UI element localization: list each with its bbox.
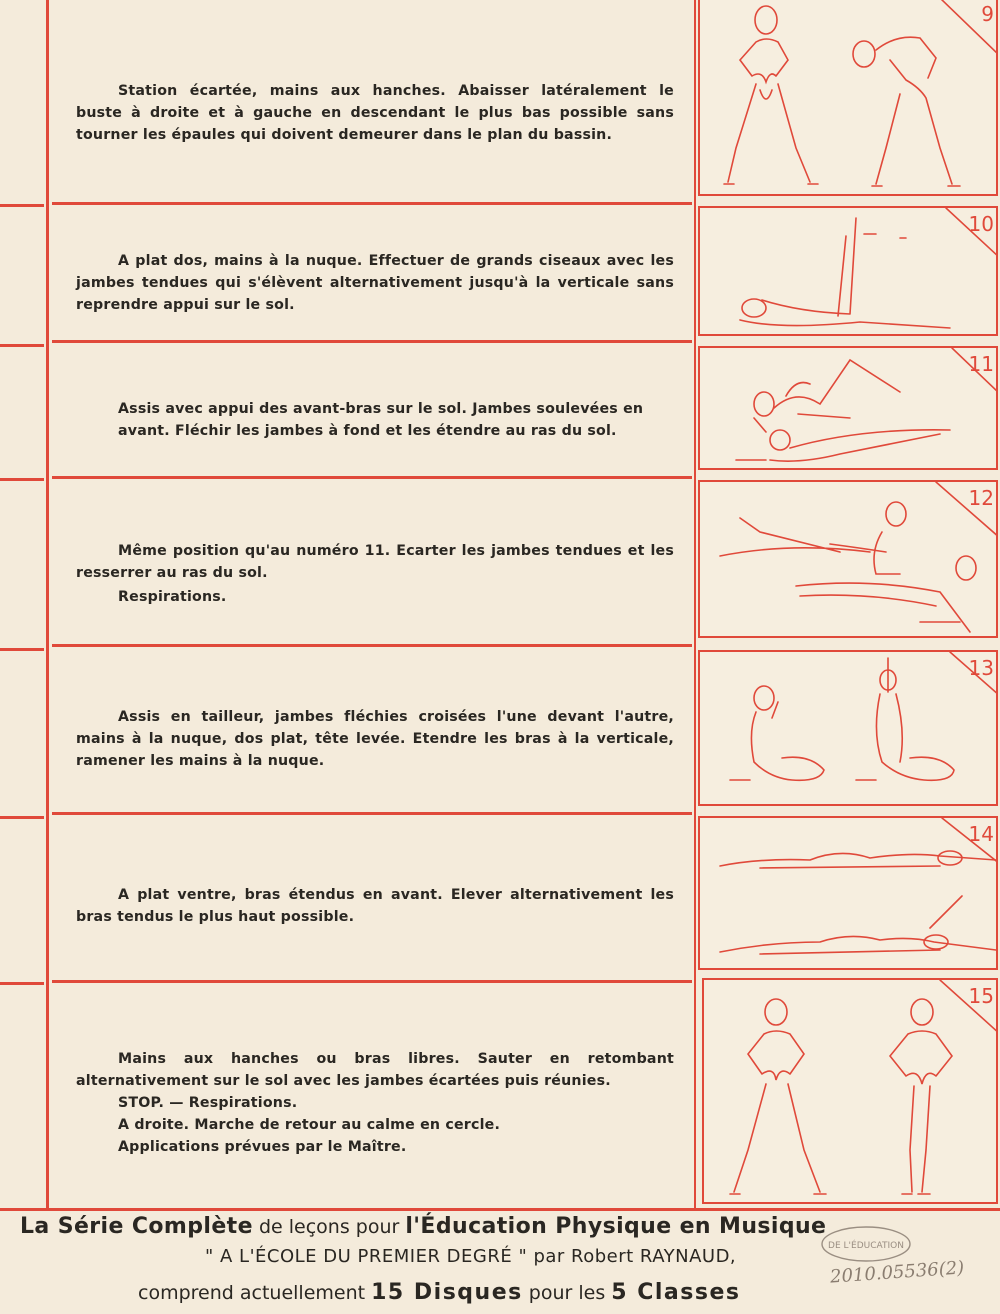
margin-rule — [46, 0, 49, 1210]
exercise-paragraph: Station écartée, mains aux hanches. Abaisser latéralement le buste à droite et à gauche en descendant le plus bas possible sans tourner les épaules qui doivent demeurer dans le plan du bassin. — [76, 83, 674, 143]
illustration-15 — [702, 978, 998, 1204]
exercise-paragraph: Respirations. — [118, 589, 227, 605]
exercise-paragraph: Même position qu'au numéro 11. Ecarter les jambes tendues et les resserrer au ras du sol. — [76, 543, 674, 581]
exercise-text-12 — [76, 540, 674, 608]
figure-drawing — [704, 980, 998, 1204]
illustration-13 — [698, 650, 998, 806]
row-separator — [0, 344, 44, 347]
inventory-number: 2010.05536(2) — [829, 1257, 965, 1288]
row-separator — [0, 982, 44, 985]
exercise-text-11 — [76, 398, 674, 442]
illustration-14 — [698, 816, 998, 970]
exercise-text-10 — [76, 250, 674, 316]
figure-drawing — [700, 652, 998, 806]
exercise-paragraph: Mains aux hanches ou bras libres. Sauter en retombant alternativement sur le sol avec les jambes écartées puis réunies. — [76, 1051, 674, 1089]
footer-disc-count: 15 Disques — [371, 1280, 523, 1305]
figure-drawing — [700, 818, 998, 970]
stamp-text: DE L'ÉDUCATION — [828, 1241, 904, 1251]
exercise-number: 15 — [968, 984, 994, 1008]
exercise-number: 10 — [968, 212, 994, 236]
footer-text: de leçons pour — [258, 1216, 400, 1238]
exercise-text-14 — [76, 884, 674, 928]
exercise-number: 11 — [968, 352, 994, 376]
exercise-paragraph: A droite. Marche de retour au calme en cercle. — [118, 1117, 501, 1133]
row-separator — [0, 204, 44, 207]
row-separator — [52, 812, 692, 815]
illustration-11 — [698, 346, 998, 470]
row-separator — [52, 980, 692, 983]
row-separator — [0, 478, 44, 481]
footer-series-title: La Série Complète — [20, 1214, 253, 1239]
exercise-paragraph: A plat ventre, bras étendus en avant. Elever alternativement les bras tendus le plus haut possible. — [76, 887, 674, 925]
figure-drawing — [700, 482, 998, 638]
footer-line-1 — [20, 1214, 826, 1239]
footer-subject: l'Éducation Physique en Musique — [405, 1214, 827, 1239]
row-separator — [0, 816, 44, 819]
footer-class-count: 5 Classes — [611, 1280, 741, 1305]
footer-line-3 — [138, 1280, 741, 1305]
figure-drawing — [700, 348, 998, 470]
illustration-10 — [698, 206, 998, 336]
figure-drawing — [700, 0, 998, 196]
illustration-12 — [698, 480, 998, 638]
library-stamp — [818, 1222, 914, 1266]
exercise-paragraph: STOP. — Respirations. — [118, 1095, 298, 1111]
exercise-text-15 — [76, 1048, 674, 1158]
exercise-text-13 — [76, 706, 674, 772]
figure-drawing — [700, 208, 998, 336]
exercise-paragraph: Applications prévues par le Maître. — [118, 1139, 407, 1155]
exercise-number: 9 — [981, 2, 994, 26]
footer-line-2: " A L'ÉCOLE DU PREMIER DEGRÉ " par Robert RAYNAUD, — [205, 1246, 737, 1267]
footer-text: comprend actuellement — [138, 1282, 366, 1304]
exercise-paragraph: Assis en tailleur, jambes fléchies croisées l'une devant l'autre, mains à la nuque, dos plat, tête levée. Etendre les bras à la verticale, ramener les mains à la nuque. — [76, 709, 674, 769]
exercise-paragraph: A plat dos, mains à la nuque. Effectuer de grands ciseaux avec les jambes tendues qui s'élèvent alternativement jusqu'à la verticale sans reprendre appui sur le sol. — [76, 253, 674, 313]
row-separator — [0, 648, 44, 651]
row-separator — [52, 644, 692, 647]
illustration-9 — [698, 0, 998, 196]
exercise-paragraph: Assis avec appui des avant-bras sur le sol. Jambes soulevées en avant. Fléchir les jambes à fond et les étendre au ras du sol. — [118, 401, 644, 439]
exercise-number: 13 — [968, 656, 994, 680]
exercise-text-9 — [76, 80, 674, 146]
exercise-number: 12 — [968, 486, 994, 510]
row-separator — [52, 202, 692, 205]
content-rule — [694, 0, 696, 1210]
footer-text: pour les — [528, 1282, 606, 1304]
exercise-number: 14 — [968, 822, 994, 846]
row-separator — [52, 476, 692, 479]
row-separator — [52, 340, 692, 343]
